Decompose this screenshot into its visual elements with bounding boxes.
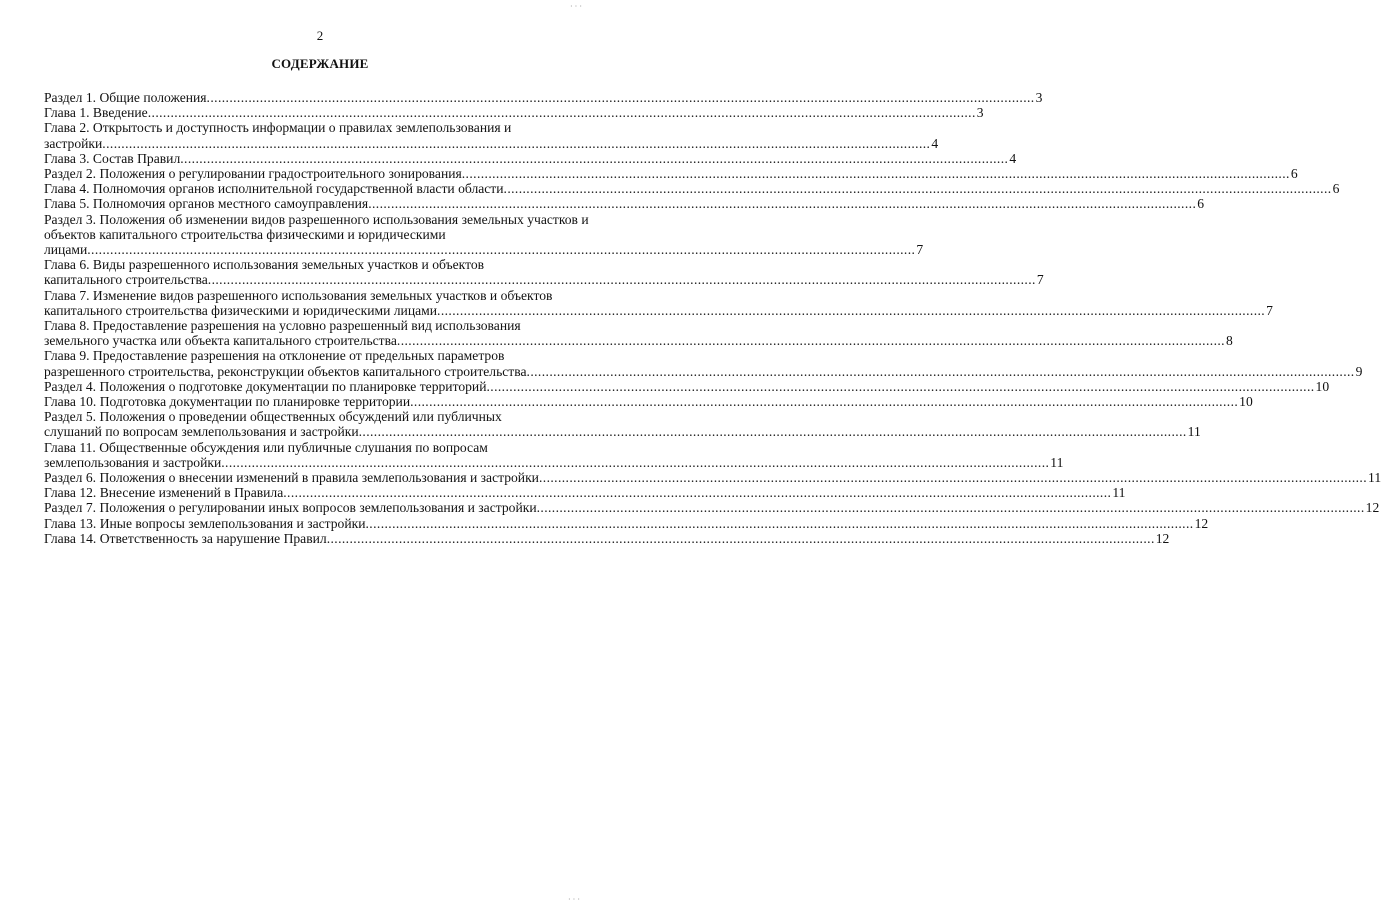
- dot-leader: [537, 500, 1365, 515]
- toc-entry-page: 7: [1036, 272, 1044, 288]
- toc-entry-text: разрешенного строительства, реконструкции объектов капитального строительства: [44, 363, 527, 379]
- toc-entry: [44, 500, 1380, 516]
- toc-entry-text: Глава 12. Внесение изменений в Правила: [44, 485, 284, 501]
- toc-entry-text: Глава 10. Подготовка документации по планировке территории: [44, 394, 411, 410]
- toc-entry-text: застройки: [44, 135, 103, 151]
- toc-entry: [44, 530, 1170, 546]
- toc-entry-line: [44, 272, 1044, 288]
- toc-entry-line: [44, 485, 1126, 501]
- dot-leader: [462, 166, 1290, 181]
- dot-leader: [539, 470, 1367, 485]
- dot-leader: [527, 364, 1355, 379]
- dot-leader: [87, 242, 915, 257]
- toc-entry-text: Глава 1. Введение: [44, 105, 148, 121]
- toc-entry-text: землепользования и застройки: [44, 454, 222, 470]
- dot-leader: [327, 531, 1155, 546]
- toc-entry-text: лицами: [44, 242, 88, 258]
- dot-leader: [102, 136, 930, 151]
- toc-entry-line: [44, 394, 1253, 410]
- toc-entry-line: [44, 470, 1381, 486]
- toc-entry-line: [44, 242, 924, 258]
- toc-entry-page: 12: [1365, 500, 1380, 516]
- dot-leader: [283, 485, 1111, 500]
- toc-entry: [44, 120, 939, 151]
- toc-entry-page: 4: [1009, 150, 1017, 166]
- toc-entry-text: Глава 13. Иные вопросы землепользования и застройки: [44, 515, 366, 531]
- dot-leader: [410, 394, 1238, 409]
- toc-entry-page: 11: [1368, 470, 1381, 486]
- toc-entry-page: 9: [1355, 363, 1363, 379]
- toc-entry: [44, 181, 1340, 197]
- dot-leader: [207, 90, 1035, 105]
- toc-entry: [44, 515, 1209, 531]
- toc-entry-page: 6: [1197, 196, 1205, 212]
- toc-entry: [44, 394, 1253, 410]
- toc-entry-page: 3: [976, 105, 984, 121]
- toc-entry-text: земельного участка или объекта капитального строительства: [44, 333, 397, 349]
- scan-artifact: · · ·: [568, 895, 580, 904]
- dot-leader: [366, 516, 1194, 531]
- toc-entry-page: 8: [1225, 333, 1233, 349]
- dot-leader: [221, 455, 1049, 470]
- toc-entry-page: 11: [1187, 424, 1201, 440]
- dot-leader: [148, 105, 976, 120]
- toc-entry-text: Раздел 6. Положения о внесении изменений в правила землепользования и застройки: [44, 470, 539, 486]
- toc-entry-line: [44, 500, 1380, 516]
- toc-entry-page: 6: [1332, 181, 1340, 197]
- toc-entry-text: капитального строительства: [44, 272, 208, 288]
- toc-entry-text: Раздел 4. Положения о подготовке документации по планировке территорий: [44, 378, 487, 394]
- toc-entry-line: [44, 363, 1363, 379]
- dot-leader: [504, 181, 1332, 196]
- toc-entry-text-lead: Глава 11. Общественные обсуждения или публичные слушания по вопросам: [44, 439, 488, 455]
- toc-entry-page: 12: [1155, 530, 1170, 546]
- dot-leader: [180, 151, 1008, 166]
- toc-entry: [44, 105, 984, 121]
- toc-entry-line: [44, 105, 984, 121]
- toc-entry-text-lead: Глава 2. Открытость и доступность информации о правилах землепользования и: [44, 120, 512, 136]
- toc-entry: [44, 378, 1330, 394]
- toc-entry-line: [44, 135, 939, 151]
- toc-entry: [44, 318, 1233, 349]
- toc-entry-text: Глава 5. Полномочия органов местного самоуправления: [44, 196, 369, 212]
- toc-entry: [44, 211, 924, 258]
- toc-entry-text-lead: Глава 7. Изменение видов разрешенного использования земельных участков и объектов: [44, 287, 553, 303]
- toc-entry-page: 10: [1315, 378, 1330, 394]
- toc-entry-line: [44, 530, 1170, 546]
- toc-entry-line: [44, 333, 1233, 349]
- toc-entry: [44, 166, 1298, 182]
- toc-entry: [44, 257, 1044, 288]
- toc-entry-page: 4: [931, 135, 939, 151]
- toc-entry-text: Глава 4. Полномочия органов исполнительной государственной власти области: [44, 181, 504, 197]
- dot-leader: [368, 196, 1196, 211]
- toc-entry: [44, 409, 1201, 440]
- toc-entry-line: [44, 90, 1043, 105]
- table-of-contents: [44, 90, 1381, 546]
- toc-entry-page: 10: [1239, 394, 1253, 410]
- toc-entry-page: 7: [916, 242, 924, 258]
- page-title: СОДЕРЖАНИЕ: [271, 56, 369, 71]
- toc-entry-line: [44, 150, 1017, 166]
- toc-entry: [44, 196, 1205, 212]
- toc-entry-line: [44, 196, 1205, 212]
- dot-leader: [208, 272, 1036, 287]
- dot-leader: [437, 303, 1265, 318]
- dot-leader: [397, 333, 1225, 348]
- scan-artifact: · · ·: [570, 2, 582, 11]
- toc-entry-text: Раздел 7. Положения о регулировании иных вопросов землепользования и застройки: [44, 500, 537, 516]
- toc-entry: [44, 287, 1273, 318]
- toc-entry: [44, 90, 1043, 105]
- toc-entry: [44, 485, 1126, 501]
- toc-entry-text-lead: Глава 8. Предоставление разрешения на условно разрешенный вид использования: [44, 318, 521, 334]
- toc-entry-page: 11: [1050, 454, 1064, 470]
- toc-entry-line: [44, 166, 1298, 182]
- toc-entry-line: [44, 181, 1340, 197]
- toc-entry-page: 12: [1194, 515, 1209, 531]
- toc-entry-text-lead: Глава 9. Предоставление разрешения на отклонение от предельных параметров: [44, 348, 505, 364]
- toc-entry-line: [44, 378, 1330, 394]
- toc-entry-text-lead: Глава 6. Виды разрешенного использования земельных участков и объектов: [44, 257, 485, 273]
- toc-entry-line: [44, 454, 1064, 470]
- toc-entry: [44, 348, 1363, 379]
- toc-entry-line: [44, 302, 1273, 318]
- toc-entry: [44, 150, 1017, 166]
- toc-entry-line: [44, 515, 1209, 531]
- toc-entry-text: капитального строительства физическими и юридическими лицами: [44, 302, 438, 318]
- toc-entry-text: слушаний по вопросам землепользования и застройки: [44, 424, 359, 440]
- toc-entry-text: Раздел 1. Общие положения: [44, 90, 207, 105]
- toc-entry-text-lead: Раздел 5. Положения о проведении общественных обсуждений или публичных: [44, 409, 502, 425]
- toc-entry-page: 6: [1290, 166, 1298, 182]
- toc-entry-page: 3: [1035, 90, 1043, 105]
- toc-entry-text-lead: Раздел 3. Положения об изменении видов разрешенного использования земельных участков и объектов капитального строительства физическими и юридическими: [44, 211, 589, 242]
- toc-entry-line: [44, 424, 1201, 440]
- toc-entry: [44, 470, 1381, 486]
- dot-leader: [486, 379, 1314, 394]
- toc-entry-page: 7: [1266, 302, 1273, 318]
- toc-entry: [44, 439, 1064, 470]
- page-number: 2: [316, 28, 324, 43]
- toc-entry-text: Раздел 2. Положения о регулировании градостроительного зонирования: [44, 166, 462, 182]
- toc-entry-page: 11: [1112, 485, 1126, 501]
- toc-entry-text: Глава 14. Ответственность за нарушение Правил: [44, 530, 327, 546]
- dot-leader: [359, 424, 1187, 439]
- toc-entry-text: Глава 3. Состав Правил: [44, 150, 181, 166]
